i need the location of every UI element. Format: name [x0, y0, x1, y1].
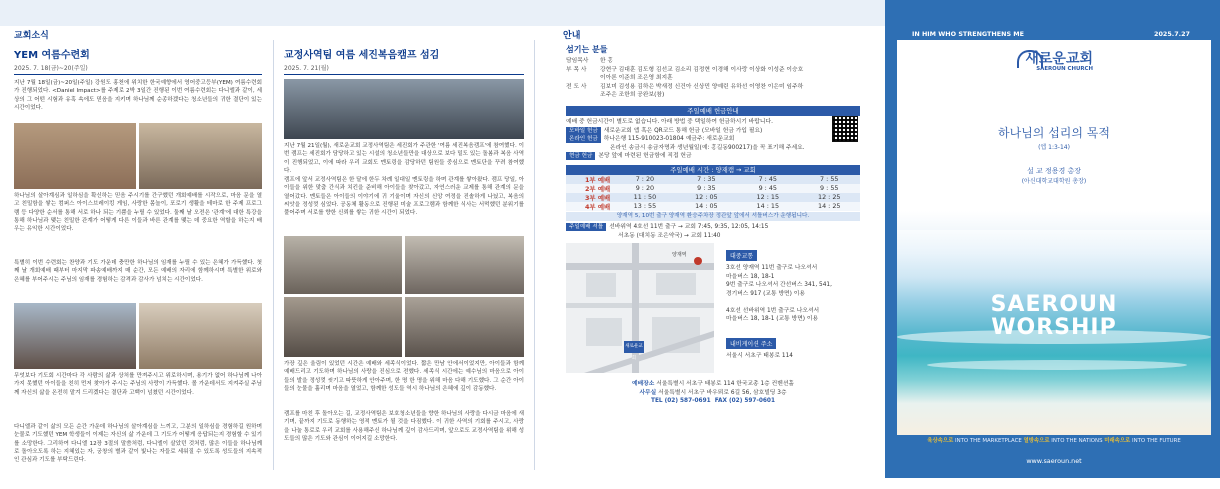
navi-label: 내비게이션 주소 [726, 338, 776, 349]
service-time: 7 : 55 [799, 175, 861, 184]
service-time: 14 : 05 [676, 202, 737, 211]
article-date: 2025. 7. 21(월) [284, 63, 524, 75]
shuttle-label: 주일예배 셔틀 [566, 223, 606, 231]
article-yem [14, 40, 262, 474]
service-time: 11 : 50 [614, 193, 675, 202]
transit-line [726, 299, 860, 307]
sermon-title: 하나님의 섭리의 목적 [998, 126, 1110, 140]
schedule-title: 주일예배 시간 : 양재캠 → 교회 [566, 165, 860, 175]
article-date: 2025. 7. 18(금)~20(주일) [14, 63, 262, 75]
column-divider [534, 40, 535, 470]
staff-role: 부 목 사 [566, 66, 587, 73]
worship-title-2: WORSHIP [991, 315, 1117, 340]
staff-role: 담임목사 [566, 58, 589, 64]
photo-camp-3 [284, 297, 402, 357]
cover-motto: IN HIM WHO STRENGTHENS ME [912, 30, 1025, 38]
map-label-church: 새로운교회 [624, 341, 644, 353]
photo-team-group [284, 79, 524, 139]
article-paragraph: 캠프를 마친 후 돌아오는 길, 교정사역팀은 보호청소년들을 향한 하나님의 사랑을 다시금 마음에 새기며, 끝까지 기도로 동행하는 영적 멘토가 될 것을 다짐했다. 이 귀한 사역의 기회를 주시고, 사랑을 나눌 통로로 우리 교회를 사용해주신 하나님께 깊이 감사드리며, 앞으로도 교정사역팀을 위해 성도들의 많은 기도와 관심이 이어지길 소망한다. [284, 411, 524, 442]
photo-camp-2 [405, 236, 524, 294]
table-row [566, 184, 860, 193]
sermon-reference: (엡 1:3-14) [1038, 144, 1070, 151]
address-block [566, 380, 860, 406]
slogan-nations: 열방속으로 [1023, 438, 1050, 444]
cover-date: 2025.7.27 [1154, 30, 1190, 38]
transit-line: 9번 출구로 나오셔서 간선버스 341, 541, [726, 282, 832, 289]
photo-prayer [14, 303, 136, 369]
staff-title: 섬기는 분들 [566, 45, 608, 54]
staff-role [566, 74, 600, 83]
service-time: 13 : 55 [614, 202, 675, 211]
address-key: 사무실 [639, 389, 657, 396]
article-title: YEM 여름수련회 [14, 50, 90, 61]
service-time: 14 : 25 [799, 202, 861, 211]
church-name: 새로운교회 [1025, 51, 1093, 67]
article-corrections [284, 40, 524, 474]
address-value: 서울특별시 서초구 바우뫼로 6길 56, 삼호빌딩 3층 [658, 389, 787, 396]
article-paragraph: 지난 7월 21일(월), 새로운교회 교정사역팀은 세진회가 주관한 '여름 세진복음캠프'에 참여했다. 이번 캠프는 세진회가 담당하고 있는 시설의 청소년들만을 대상으로 보다 밀도 있는 돌봄과 복음 사역이 진행되었고, 이에 따라 우리 교회도 멘토링을 감당하던 팀원들 중심으로 멘토단을 꾸려 참여했다. [284, 143, 524, 174]
staff-role: 전 도 사 [566, 83, 587, 90]
photo-worship [139, 303, 262, 369]
offering-text: 하나은행 115-910023-01804 예금주: 새로운교회 [603, 136, 735, 143]
transit-line: 4호선 선바위역 1번 출구로 나오셔서 [726, 307, 820, 314]
staff-names: 이아론 이준희 조은영 최지훈 [600, 75, 673, 82]
staff-names: 김보미 김성용 김하은 박새정 신건아 신상민 양예린 유하선 이영찬 이은미 임주하 [600, 83, 804, 90]
slogan-marketplace-en: INTO THE MARKETPLACE [955, 438, 1022, 444]
service-name: 4부 예배 [566, 202, 614, 211]
article-paragraph: 다니엘과 같이 삶의 모든 순간 가운데 하나님의 살아계심을 느끼고, 그분의 일하심을 경험하길 원하며 눈물로 기도했던 YEM 학생들이 이제는 자신의 삶 가운데 그 기도가 어떻게 응답되는지 경험할 수 있기를 소망한다. 그리하여 다니엘 12장 3절의 말씀처럼, 다니엘이 살았던 것처럼, 많은 이들을 하나님께로 돌아오도록 하는 지혜있는 자, 궁창의 별과 같이 빛나는 자들로 세워질 수 있도록 성도들의 지속적인 관심과 기도를 부탁드린다. [14, 424, 262, 464]
cover-footer-slogan [897, 436, 1211, 444]
offering-text: 새로운교회 앱 혹은 QR코드 통해 헌금 (모바일 헌금 가입 필요) [603, 127, 763, 134]
info-panel [566, 44, 866, 474]
offering-label: 온라인 헌금 [566, 135, 601, 143]
schedule-table [566, 175, 860, 211]
address-key: 예배장소 [631, 381, 655, 388]
service-time: 9 : 20 [614, 184, 675, 193]
section-info-title: 안내 [563, 31, 581, 41]
staff-names: 강현구 김대훈 김도형 김선교 김소리 김정현 이경해 이사랑 이상화 이성준 이승호 [600, 66, 804, 73]
service-name: 1부 예배 [566, 175, 614, 184]
transit-line: 마을버스 18, 18-1 (교통 방면) 이용 [726, 316, 819, 323]
service-time: 7 : 35 [676, 175, 737, 184]
website-link[interactable]: www.saeroun.net [1026, 457, 1082, 465]
offering-text: 본당 앞에 마련된 헌금함에 직접 헌금 [598, 153, 692, 160]
offering-title: 주일예배 헌금안내 [566, 106, 860, 116]
staff-list [566, 57, 866, 100]
preacher-affiliation: (아신대학교대학원 총장) [1021, 178, 1087, 185]
service-time: 7 : 45 [737, 175, 798, 184]
offering-text: 온라인 송금시 송금자명과 생년월일(예: 홍길동900217)을 꼭 표기해 주세요. [610, 144, 805, 151]
schedule-note: 양재역 5, 10번 출구 양재역 환승주차장 정관앞 앞에서 셔틀버스가 운행됩니다. [566, 212, 860, 221]
preacher-name: 설 교 정용경 총장 [1026, 167, 1081, 175]
staff-names: 한 홍 [600, 58, 614, 64]
staff-names: 조주은 조한희 공완보(참) [600, 92, 665, 99]
article-paragraph: 하나님의 살아계심과 일하심을 확신하는 믿음 주시기를 간구했던 개회예배를 시작으로, 마음 문을 열고 친밀함을 쌓는 컴퍼스 아이스브레이킹 게임, 사랑한 몸놀이, 포로기 생활을 테마로 한 주제 프로그램 등 다양한 순서를 통해 서로 하나 되는 기쁨을 누릴 수 있었다. 둘째 날 오전은 '관계'에 대한 특강을 통해 하나님과 맺는 친밀한 관계가 어떻게 다른 이들과 바른 관계를 맺는 데 중요한 역할을 하는지 배우는 유익한 시간이었다. [14, 193, 262, 233]
shuttle-text: 선바위역 4호선 11번 출구 → 교회 7:45, 9:35, 12:05, 14:15 [609, 223, 769, 230]
service-name: 2부 예배 [566, 184, 614, 193]
table-row [566, 175, 860, 184]
photo-group [139, 123, 262, 189]
service-time: 9 : 45 [737, 184, 798, 193]
photo-camp-4 [405, 297, 524, 357]
column-divider [273, 40, 274, 470]
service-time: 14 : 15 [737, 202, 798, 211]
address-value: 서울특별시 서초구 태봉로 114 한국교총 1층 컨벤션홀 [656, 381, 795, 388]
service-name: 3부 예배 [566, 193, 614, 202]
transit-info [726, 243, 860, 360]
table-row [566, 202, 860, 211]
transit-line: 마을버스 18, 18-1 [726, 273, 775, 280]
service-time: 9 : 35 [676, 184, 737, 193]
navi-address: 서울시 서초구 태봉로 114 [726, 352, 793, 359]
photo-worship-room [14, 123, 136, 189]
phone-number: TEL (02) 587-0691 [651, 398, 711, 405]
service-time: 12 : 25 [799, 193, 861, 202]
slogan-future-en: INTO THE FUTURE [1131, 438, 1181, 444]
table-row [566, 193, 860, 202]
staff-role [566, 91, 600, 100]
service-time: 7 : 20 [614, 175, 675, 184]
church-name-en: SAEROUN CHURCH [1036, 66, 1093, 72]
article-paragraph: 무엇보다 기도회 시간마다 각 사람의 삶과 상처를 만져주시고 위로하시며, 용기가 없어 하나님께 나아가지 못했던 아이들을 친히 먼저 찾아가 주시는 주님의 사랑이 가득했다. 볼 가운데서도 지켜주실 주님께 자신의 삶을 온전히 맡겨 드리겠다는 결단과 고백이 넘쳤던 시간이었다. [14, 373, 262, 396]
slogan-future: 미래속으로 [1104, 438, 1131, 444]
article-paragraph: 가장 깊은 울림이 있었던 시간은 예배와 세족식이었다. 짧은 만남 안에서이었지만, 아이들과 함께 예배드리고 기도하며 하나님의 사랑을 진심으로 전했다. 세족식 시간에는 예수님의 마음으로 아이들의 발을 정성껏 씻기고 따뜻하게 안아주며, 한 명 한 명을 위해 마음 다해 기도했다. 그 순간 아이들의 눈물을 흘리며 마음을 열었고, 함께한 성도들 역시 하나님의 은혜에 깊이 감동했다. [284, 361, 524, 392]
transit-label: 대중교통 [726, 250, 757, 261]
service-time: 9 : 55 [799, 184, 861, 193]
offering-label: 모바일 헌금 [566, 127, 601, 135]
service-time: 12 : 05 [676, 193, 737, 202]
article-title: 교정사역팀 여름 세진복음캠프 섬김 [284, 50, 440, 61]
fax-number: FAX (02) 597-0601 [714, 398, 775, 405]
service-time: 12 : 15 [737, 193, 798, 202]
article-paragraph: 캠프에 앞서 교정사역팀은 한 달에 한두 차례 일대일 멘토링을 하며 관계를 쌓아왔다. 캠프 당일, 아이들을 위한 맞춤 간식과 치킨을 준비해 아이들을 찾아갔고, 자연스러운 교제를 통해 관계의 문을 열어갔다. 멘토들은 아이들의 이야기에 귀 기울이며 자신의 신앙 여정을 진솔하게 나눴고, 복음의 씨앗을 정성껏 심었다. 공동체 활동으로 진행된 미술 프로그램과 함께한 식사는 서먹했던 분위기를 풀어주며 서로를 향한 신뢰를 쌓는 귀한 시간이 되었다. [284, 177, 524, 217]
cover-image [897, 40, 1211, 435]
offering-label: 현금 헌금 [566, 152, 595, 160]
photo-camp-1 [284, 236, 402, 294]
location-map[interactable] [566, 243, 714, 373]
map-label-station: 양재역 [672, 252, 687, 259]
offering-note: 예배 중 헌금시간이 별도로 없습니다. 아래 방법 중 택일하여 헌금하시기 바랍니다. [566, 118, 773, 125]
slogan-nations-en: INTO THE NATIONS [1051, 438, 1103, 444]
transit-line: 경기버스 917 (교통 방면) 이용 [726, 290, 805, 297]
worship-title-1: SAEROUN [990, 292, 1118, 317]
shuttle-text: 서초동 (대치동 조은약국) → 교회 11:40 [618, 232, 721, 239]
article-paragraph: 특별히 이번 수련회는 찬양과 기도 가운데 충만한 하나님의 임재를 누릴 수 있는 은혜가 가득했다. 첫째 날 개회예배 때부터 마지막 파송예배까지 매 순간, 모든 예배의 자리에 함께하시며 특별한 위로와 은혜를 부어주시는 주님의 임재를 경험하는 감격과 감사가 넘치는 시간이었다. [14, 260, 262, 283]
section-news-title: 교회소식 [14, 31, 49, 41]
transit-line: 3호선 양재역 11번 출구로 나오셔서 [726, 265, 818, 272]
slogan-marketplace: 육상속으로 [927, 438, 954, 444]
article-paragraph: 지난 7월 18일(금)~20일(주일) 강원도 홍천에 위치한 한국예향에서 영어중고등부(YEM) 여름수련회가 진행되었다. <Daniel Impact>를 주제로 2박 3일간 진행된 이번 여름수련회는 다니엘과 같이, 세상의 그 어떤 시험과 유혹 속에도 믿음을 지키며 하나님께 순종하겠다는 청소년들의 귀한 결단이 있는 시간이었다. [14, 80, 262, 111]
qr-code-icon[interactable] [832, 116, 858, 142]
